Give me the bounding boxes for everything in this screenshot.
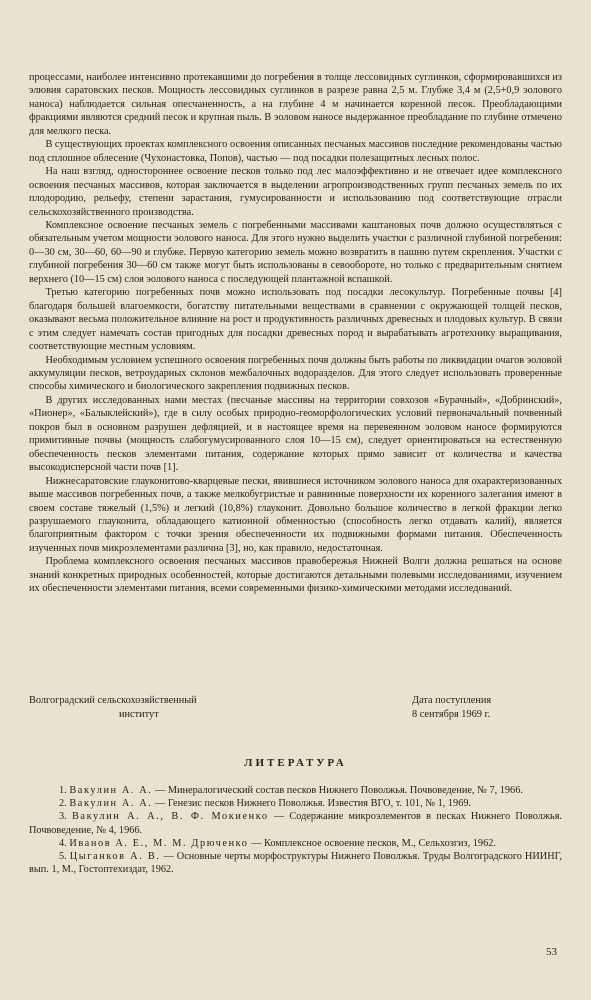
reference-item bbox=[29, 784, 562, 797]
reference-text: — Комплексное освоение песков, М., Сельхозгиз, 1962. bbox=[248, 837, 496, 849]
paragraph: Необходимым условием успешного освоения погребенных почв должны быть работы по ликвидации очагов эоловой аккумуляции песков, ветроударных склонов межбалочных водоразделов. Для этого следует использовать проверенные способы химического и биологического закрепления подвижных песков. bbox=[29, 354, 562, 393]
reference-item bbox=[29, 797, 562, 810]
paragraph: Третью категорию погребенных почв можно использовать под посадки лесокультур. Погребенные почвы [4] благодаря большей влагоемкости, богатству питательными веществами в сравнении с окружающей толщей песков, оказывают весьма положительное влияние на рост и продуктивность различных древесных и плодовых культур. В связи с этим следует намечать состав пригодных для посадки древесных пород и вырабатывать агротехнику выращивания, соответствующие местным условиям. bbox=[29, 287, 562, 353]
article-body bbox=[29, 71, 562, 596]
reference-item bbox=[29, 850, 562, 876]
reference-text: — Генезис песков Нижнего Поволжья. Известия ВГО, т. 101, № 1, 1969. bbox=[152, 798, 472, 810]
received-date: 8 сентября 1969 г. bbox=[412, 709, 491, 720]
reference-number: 2. bbox=[59, 798, 67, 810]
received-label: Дата поступления bbox=[412, 695, 492, 706]
paragraph: процессами, наиболее интенсивно протекавшими до погребения в толще лессовидных суглинков, сформировавшихся из элювия саратовских песков. Мощность лессовидных суглинков в разрезе равна 2,5 м. Глубже 3,4 м (2,5+0,9 эолового наноса) наблюдается сильная опесчаненность, а на глубине 4 м начинается коренной песок. Преобладающими фракциями являются средний песок и крупная пыль. В эоловом наносе выдержанное преобладание по глубине отмечено для мелкого песка. bbox=[29, 72, 562, 137]
reference-author: Вакулин А. А., В. Ф. Мокиенко bbox=[71, 811, 269, 823]
reference-number: 4. bbox=[59, 837, 67, 849]
page-number: 53 bbox=[546, 946, 557, 958]
reference-author: Вакулин А. А. bbox=[69, 798, 153, 810]
reference-number: 5. bbox=[59, 851, 67, 863]
reference-text: — Основные черты морфоструктуры Нижнего Поволжья. Труды Волгоградского НИИНГ, вып. 1, М., Гостоптехиздат, 1962. bbox=[29, 851, 563, 876]
paragraph: В существующих проектах комплексного освоения описанных песчаных массивов последние рекомендованы частью под сплошное облесение (Чухонастовка, Попов), частью — под посадки полезащитных лесных полос. bbox=[29, 139, 562, 164]
institution-line: Волгоградский сельскохозяйственный bbox=[29, 695, 197, 706]
reference-number: 1. bbox=[59, 785, 67, 796]
paragraph: В других исследованных нами местах (песчаные массивы на территории совхозов «Бурачный», «Добринский», «Пионер», «Балыклейский»), где в силу особых природно-геоморфологических условий первоначальный почвенный покров был в основном разрушен дефляцией, и в настоящее время на перевеянном эоловом наносе формируются примитивные почвы (мощность слабогумусированного слоя 10—15 см), следует ориентироваться на естественную обеспеченность песков элементами питания, содержание которых прямо зависит от количества и качества высокодисперсной части почв [1]. bbox=[29, 394, 562, 474]
reference-text: — Минералогический состав песков Нижнего Поволжья. Почвоведение, № 7, 1966. bbox=[152, 785, 523, 796]
paragraph: Комплексное освоение песчаных земель с погребенными массивами каштановых почв должно осуществляться с обязательным учетом мощности эолового наноса. Для этого нужно выделить участки с различной глубиной погребения: 0—30 см, 30—60, 60—90 и глубже. Первую категорию земель можно возвратить в пашню путем скрепления. Участки с глубиной погребения 30—60 см также могут быть использованы в севообороте, но только с предварительным снятием верхнего (10—15 см) слоя эолового наноса с последующей плантажной вспашкой. bbox=[29, 219, 562, 285]
reference-author: Иванов А. Е., М. М. Дрюченко bbox=[69, 837, 249, 849]
paragraph: Нижнесаратовские глауконитово-кварцевые пески, явившиеся источником эолового наноса для охарактеризованных выше массивов погребенных почв, а также мелкобугристые и равнинные поверхности их коренного залегания имеют в своем составе тяжелый (1,5%) и легкий (10,8%) глауконит. Довольно большое количество в легкой фракции легко разрушаемого глауконита, обладающего катионной обменностью (способность легко отдавать калий), является благоприятным фактором с точки зрения обеспеченности их подвижными формами питания. Обеспеченность изученных почв микроэлементами различна [3], но, как правило, недостаточная. bbox=[29, 475, 562, 554]
reference-text: — Содержание микроэлементов в песках Нижнего Поволжья. Почвоведение, № 4, 1966. bbox=[29, 811, 563, 836]
reference-author: Вакулин А. А. bbox=[69, 785, 153, 796]
received-date-block bbox=[412, 694, 491, 722]
references-heading: ЛИТЕРАТУРА bbox=[244, 757, 347, 769]
reference-item bbox=[29, 810, 562, 836]
paragraph: На наш взгляд, одностороннее освоение песков только под лес малоэффективно и не отвечает идее комплексного освоения песчаных массивов, которая заключается в выделении агропроизводственных групп песчаных земель по их плодородию, рельефу, степени зарастания, гумусированности и использованию под соответствующие отрасли сельскохозяйственного производства. bbox=[29, 166, 562, 218]
paragraph: Проблема комплексного освоения песчаных массивов правобережья Нижней Волги должна решаться на основе знаний конкретных природных особенностей, которые достигаются детальными полевыми исследованиями, изучением их обеспеченности элементами питания, всеми современными физико-химическими методами исследований. bbox=[29, 556, 562, 595]
institution bbox=[29, 694, 197, 722]
references-list bbox=[29, 784, 562, 876]
institution-line: институт bbox=[119, 709, 159, 720]
reference-number: 3. bbox=[59, 811, 67, 823]
reference-item bbox=[29, 837, 562, 850]
reference-author: Цыганков А. В. bbox=[69, 851, 161, 863]
